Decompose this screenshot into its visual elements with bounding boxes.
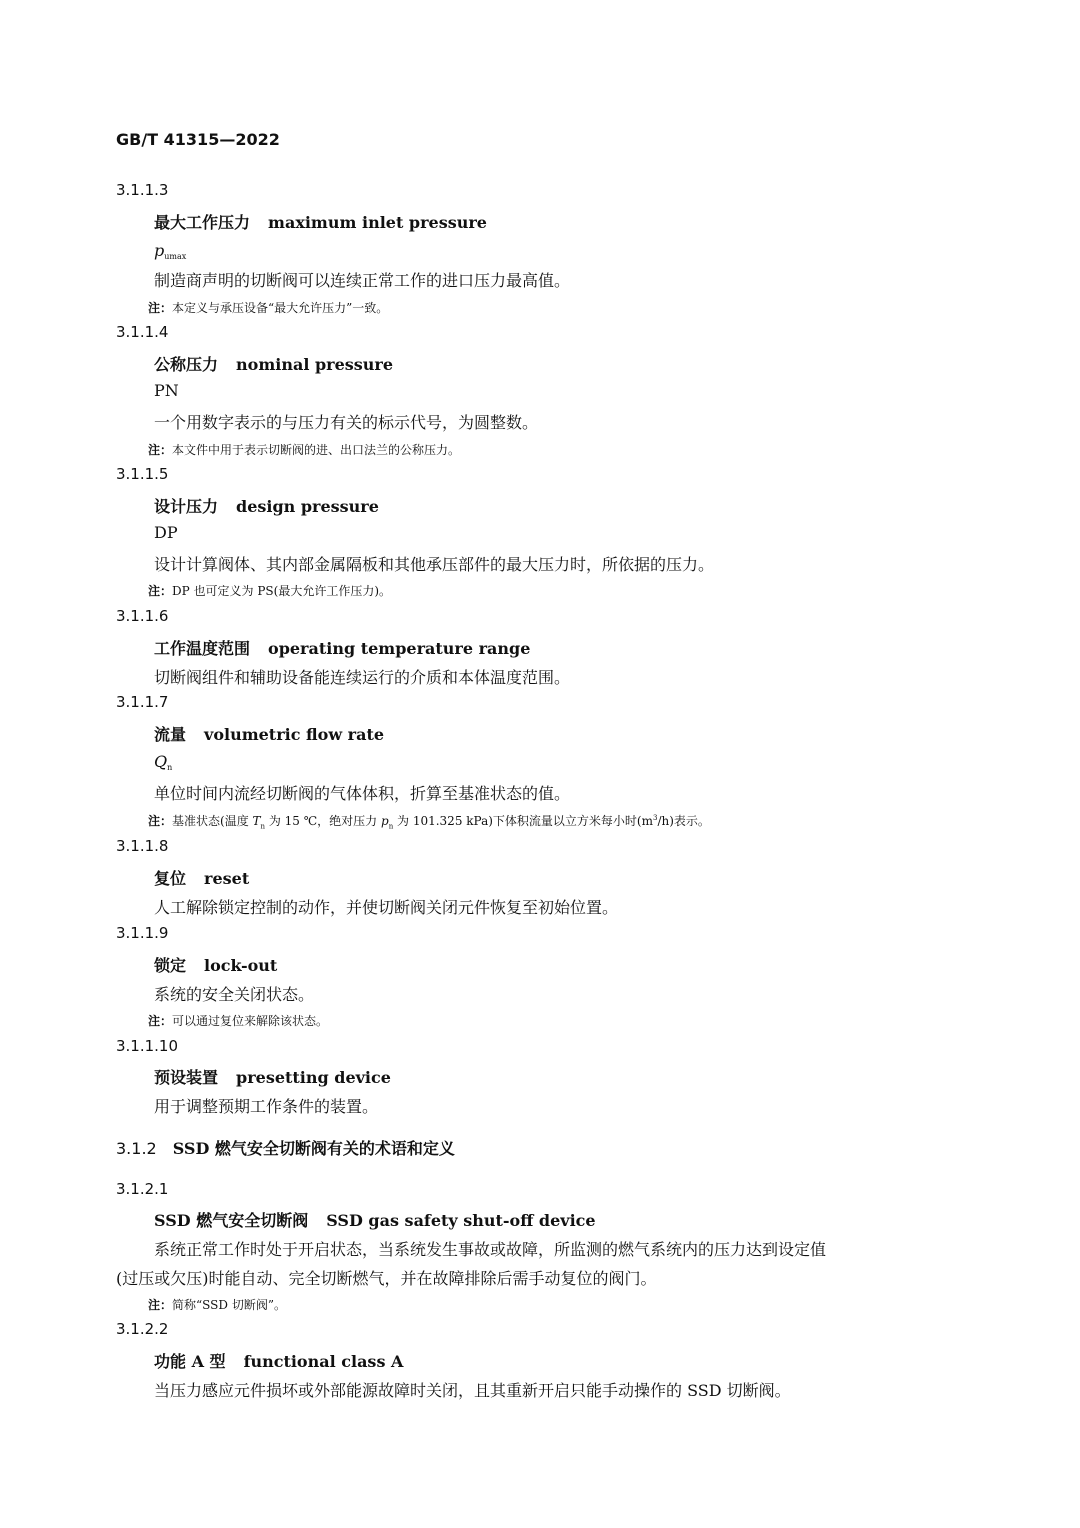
term-en: SSD gas safety shut-off device: [326, 1211, 596, 1230]
term-en: reset: [204, 869, 250, 888]
term-heading: [154, 494, 379, 517]
term-definition: 当压力感应元件损坏或外部能源故障时关闭，且其重新开启只能手动操作的 SSD 切断阀。: [154, 1381, 791, 1400]
term-zh: 公称压力: [154, 355, 219, 374]
clause-number: 3.1.1.8: [116, 837, 169, 855]
term-note: 注：基准状态(温度 $T_n$ 为 15 ℃，绝对压力 $p_n$ 为 101.325 kPa)下体积流量以立方米每小时$(m^3/h)$表示。: [148, 814, 710, 831]
term-en: lock-out: [204, 956, 278, 975]
term-en: maximum inlet pressure: [268, 213, 487, 232]
term-zh: 设计压力: [154, 497, 219, 516]
clause-number: 3.1.2.1: [116, 1180, 169, 1198]
clause-number: 3.1.1.9: [116, 924, 169, 942]
term-definition: 用于调整预期工作条件的装置。: [154, 1097, 379, 1116]
clause-number: 3.1.1.10: [116, 1037, 179, 1055]
term-symbol: $Q_n$: [154, 752, 173, 772]
term-en: nominal pressure: [236, 355, 394, 374]
clause-number: 3.1.1.3: [116, 181, 169, 199]
term-heading: [154, 210, 487, 233]
term-heading: [154, 722, 384, 745]
term-heading: [154, 953, 277, 976]
term-en: design pressure: [236, 497, 379, 516]
term-zh: 锁定: [154, 956, 187, 975]
term-heading: [154, 1065, 391, 1088]
clause-number: 3.1.1.6: [116, 607, 169, 625]
term-en: volumetric flow rate: [204, 725, 385, 744]
term-definition: 单位时间内流经切断阀的气体体积，折算至基准状态的值。: [154, 784, 571, 803]
term-note: 注：本定义与承压设备“最大允许压力”一致。: [148, 301, 389, 315]
term-definition: 系统的安全关闭状态。: [154, 985, 315, 1004]
term-zh: 复位: [154, 869, 187, 888]
term-zh: 最大工作压力: [154, 213, 251, 232]
clause-number: 3.1.1.4: [116, 323, 169, 341]
term-symbol: PN: [154, 381, 179, 400]
term-heading: [154, 352, 393, 375]
term-definition: 人工解除锁定控制的动作，并使切断阀关闭元件恢复至初始位置。: [154, 898, 619, 917]
term-heading: [154, 1208, 596, 1231]
clause-number: 3.1.1.7: [116, 693, 169, 711]
term-definition: 设计计算阀体、其内部金属隔板和其他承压部件的最大压力时，所依据的压力。: [154, 555, 715, 574]
term-en: operating temperature range: [268, 639, 531, 658]
section-heading: 3.1.2 SSD 燃气安全切断阀有关的术语和定义: [116, 1139, 455, 1158]
term-en: presetting device: [236, 1068, 391, 1087]
clause-number: 3.1.2.2: [116, 1320, 169, 1338]
term-heading: [154, 1349, 403, 1372]
term-heading: [154, 636, 530, 659]
term-symbol: DP: [154, 523, 178, 542]
term-zh: 工作温度范围: [154, 639, 251, 658]
term-zh: 功能 A 型: [154, 1352, 226, 1371]
term-symbol: $p_{umax}$: [154, 241, 187, 261]
term-zh: 预设装置: [154, 1068, 219, 1087]
term-zh: 流量: [154, 725, 187, 744]
term-definition: 系统正常工作时处于开启状态，当系统发生事故或故障，所监测的燃气系统内的压力达到设定值: [154, 1240, 827, 1259]
term-note: 注：DP 也可定义为 PS(最大允许工作压力)。: [148, 584, 391, 598]
term-zh: SSD 燃气安全切断阀: [154, 1211, 309, 1230]
term-note: 注：本文件中用于表示切断阀的进、出口法兰的公称压力。: [148, 443, 461, 457]
term-heading: [154, 866, 249, 889]
standard-number: GB/T 41315—2022: [116, 130, 280, 149]
term-note: 注：简称“SSD 切断阀”。: [148, 1298, 286, 1312]
term-note: 注：可以通过复位来解除该状态。: [148, 1014, 329, 1028]
term-definition: 制造商声明的切断阀可以连续正常工作的进口压力最高值。: [154, 271, 571, 290]
clause-number: 3.1.1.5: [116, 465, 169, 483]
term-definition-continued: (过压或欠压)时能自动、完全切断燃气，并在故障排除后需手动复位的阀门。: [116, 1269, 657, 1288]
term-definition: 一个用数字表示的与压力有关的标示代号，为圆整数。: [154, 413, 539, 432]
term-definition: 切断阀组件和辅助设备能连续运行的介质和本体温度范围。: [154, 668, 571, 687]
term-en: functional class A: [243, 1352, 404, 1371]
